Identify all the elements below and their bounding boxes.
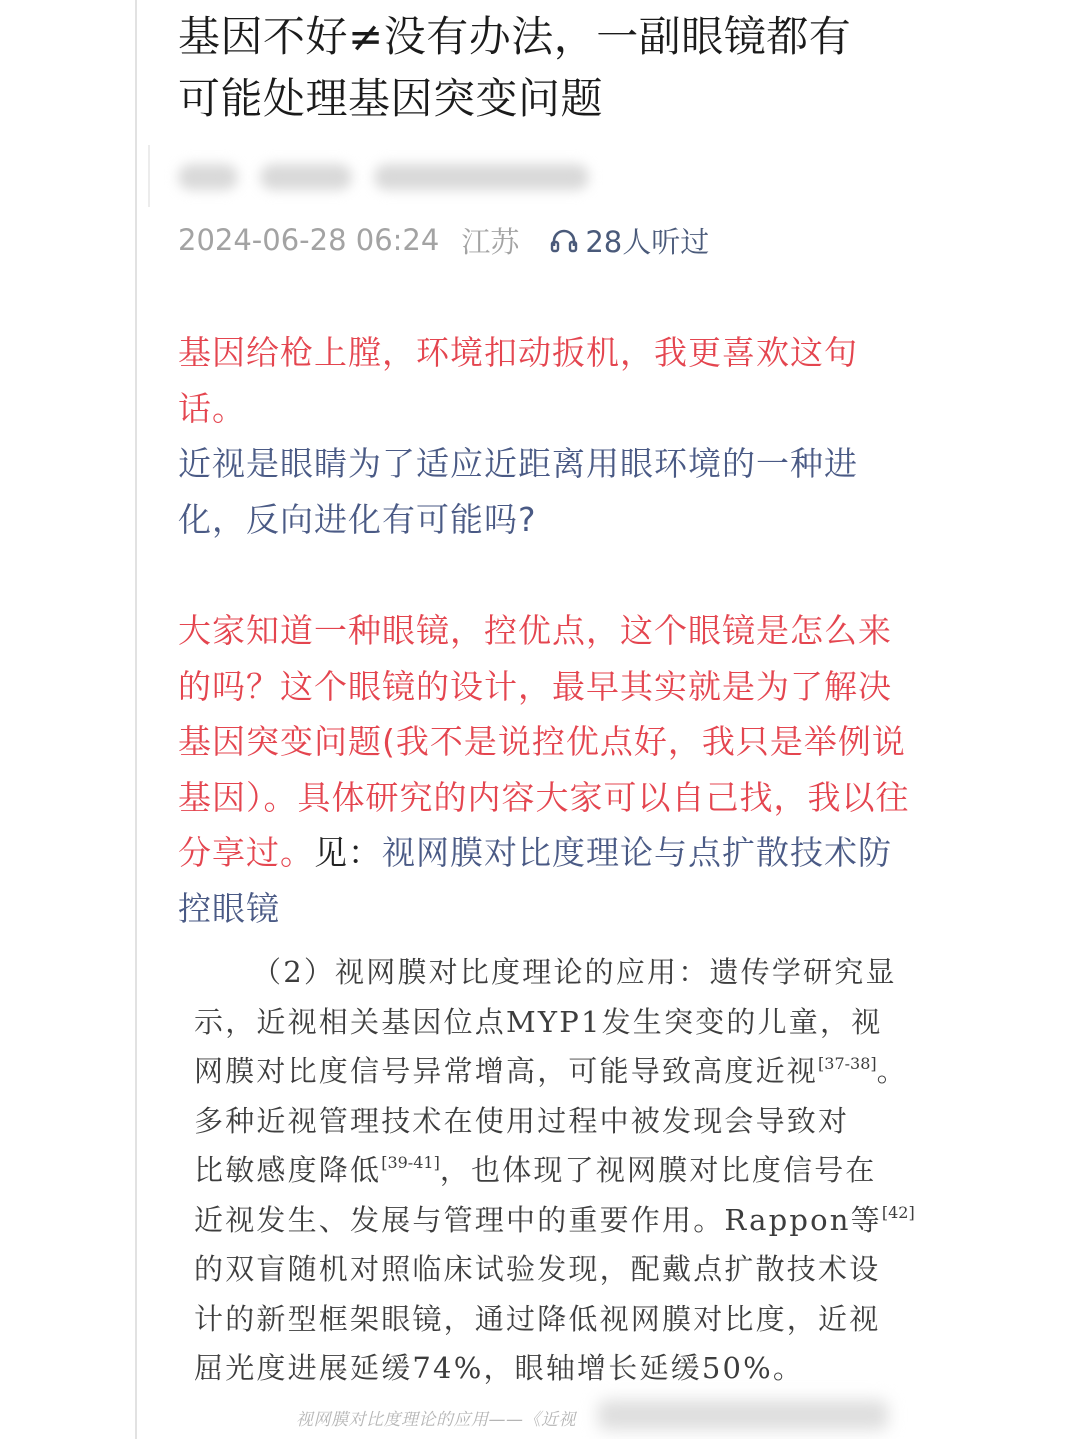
left-border-rule [135,0,137,1439]
paper-line: 的双盲随机对照临床试验发现，配戴点扩散技术设 [194,1252,881,1286]
paper-line: 屈光度进展延缓74%，眼轴增长延缓50%。 [194,1351,805,1385]
author-info-blurred[interactable] [178,160,589,194]
caption-blurred [598,1400,888,1430]
paragraph-question: 近视是眼睛为了适应近距离用眼环境的一种进化，反向进化有可能吗? [178,444,858,539]
paper-line: 多种近视管理技术在使用过程中被发现会导致对 [194,1103,850,1138]
paper-text: ，也体现了视网膜对比度信号在 [439,1153,877,1187]
paragraph-explanation [178,603,918,936]
paper-line: 示，近视相关基因位点MYP1发生突变的儿童，视 [194,1004,883,1039]
article-title [178,6,918,130]
publish-datetime: 2024-06-28 06:24 [178,223,440,257]
author-divider [148,145,150,207]
paper-line: （2）视网膜对比度理论的应用：遗传学研究显 [252,955,897,989]
paper-line: 计的新型框架眼镜，通过降低视网膜对比度，近视 [194,1301,881,1336]
related-article-link[interactable]: 视网膜对比度理论与点扩散技术防控眼镜 [178,833,892,928]
title-line-2: 可能处理基因突变问题 [178,74,604,123]
article-meta [178,218,709,262]
explanation-text: 大家知道一种眼镜，控优点，这个眼镜是怎么来的吗？这个眼镜的设计，最早其实就是为了解决基因突变问题(我不是说控优点好，我只是举例说基因）。具体研究的内容大家可以自己找，我以往分享过。 [178,611,910,872]
image-caption: 视网膜对比度理论的应用——《近视 [296,1410,576,1430]
paper-text: 近视发生、发展与管理中的重要作用。Rappon等 [194,1202,882,1237]
paper-excerpt-image [194,948,915,1394]
paragraph-quote: 基因给枪上膛，环境扣动扳机，我更喜欢这句话。 [178,333,858,428]
paper-text: 网膜对比度信号异常增高，可能导致高度近视 [194,1054,819,1088]
title-line-1: 基因不好≠没有办法，一副眼镜都有 [178,12,852,61]
paper-line [194,1146,904,1196]
see-label: 见： [314,833,382,872]
paper-text: 比敏感度降低 [194,1153,382,1187]
citation-ref: [42] [881,1202,915,1222]
listen-button[interactable] [549,220,709,261]
citation-ref: [39-41] [381,1153,440,1172]
author-avatar-blurred[interactable] [178,164,238,190]
paper-line [194,1047,908,1097]
publish-region: 江苏 [461,224,520,259]
listen-count: 28人听过 [585,224,710,259]
author-desc-blurred [374,164,589,190]
author-name-blurred[interactable] [260,164,352,190]
paper-line [194,1196,915,1246]
citation-ref: [37-38] [818,1054,877,1073]
headphones-icon [549,226,579,254]
paper-text: 。 [876,1054,908,1088]
